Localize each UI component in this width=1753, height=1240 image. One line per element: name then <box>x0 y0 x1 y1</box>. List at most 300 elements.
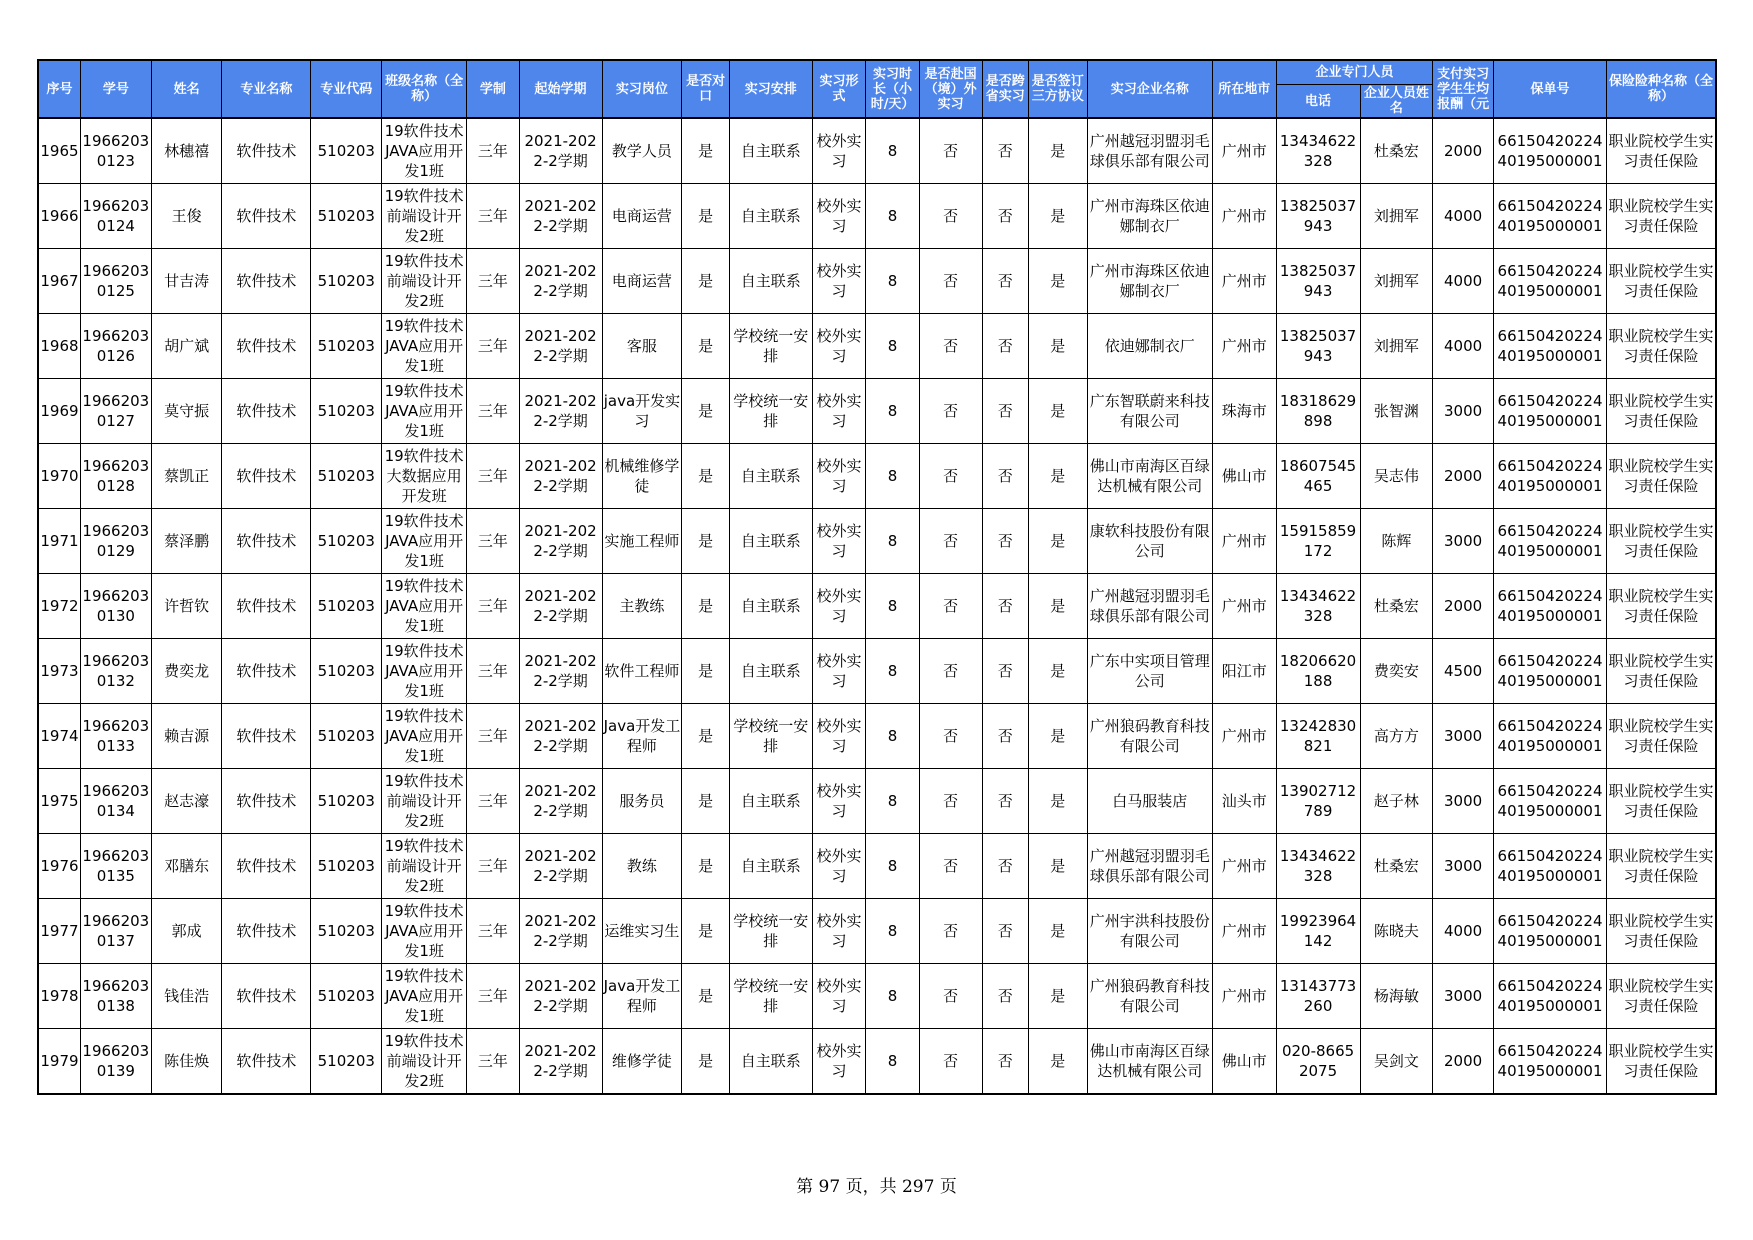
cell-policy-no: 6615042022440195000001 <box>1493 964 1606 1029</box>
cell-tripartite: 是 <box>1028 769 1087 834</box>
cell-arrangement: 自主联系 <box>729 118 812 184</box>
cell-insurance: 职业院校学生实习责任保险 <box>1607 314 1716 379</box>
cell-cross-province: 否 <box>982 639 1028 704</box>
cell-cross-province: 否 <box>982 899 1028 964</box>
cell-start-term: 2021-2022-2学期 <box>519 379 602 444</box>
cell-matched: 是 <box>682 769 730 834</box>
cell-hours: 8 <box>866 834 920 899</box>
cell-phone: 13434622328 <box>1276 834 1360 899</box>
cell-form: 校外实习 <box>812 1029 866 1095</box>
cell-pay: 3000 <box>1433 379 1494 444</box>
cell-student-id: 19662030133 <box>80 704 151 769</box>
cell-position: Java开发工程师 <box>602 964 682 1029</box>
cell-cross-province: 否 <box>982 964 1028 1029</box>
cell-pay: 4000 <box>1433 314 1494 379</box>
cell-cross-province: 否 <box>982 769 1028 834</box>
header-duration: 学制 <box>467 60 520 118</box>
cell-major-name: 软件技术 <box>222 1029 311 1095</box>
cell-class-name: 19软件技术前端设计开发2班 <box>382 1029 467 1095</box>
header-policy-no: 保单号 <box>1493 60 1606 118</box>
cell-hours: 8 <box>866 118 920 184</box>
cell-insurance: 职业院校学生实习责任保险 <box>1607 1029 1716 1095</box>
cell-policy-no: 6615042022440195000001 <box>1493 379 1606 444</box>
cell-policy-no: 6615042022440195000001 <box>1493 834 1606 899</box>
cell-major-code: 510203 <box>311 444 382 509</box>
cell-cross-province: 否 <box>982 249 1028 314</box>
table-row <box>38 249 1716 314</box>
cell-pay: 3000 <box>1433 834 1494 899</box>
table-row <box>38 379 1716 444</box>
internship-table <box>37 59 1717 1095</box>
cell-major-code: 510203 <box>311 834 382 899</box>
cell-tripartite: 是 <box>1028 704 1087 769</box>
cell-form: 校外实习 <box>812 639 866 704</box>
cell-student-id: 19662030138 <box>80 964 151 1029</box>
cell-city: 广州市 <box>1212 574 1276 639</box>
cell-arrangement: 自主联系 <box>729 509 812 574</box>
cell-form: 校外实习 <box>812 769 866 834</box>
cell-duration: 三年 <box>467 704 520 769</box>
cell-pay: 2000 <box>1433 574 1494 639</box>
cell-cross-province: 否 <box>982 834 1028 899</box>
cell-arrangement: 学校统一安排 <box>729 704 812 769</box>
cell-class-name: 19软件技术前端设计开发2班 <box>382 769 467 834</box>
cell-policy-no: 6615042022440195000001 <box>1493 769 1606 834</box>
header-cross-province: 是否跨省实习 <box>982 60 1028 118</box>
cell-matched: 是 <box>682 574 730 639</box>
cell-hours: 8 <box>866 509 920 574</box>
cell-insurance: 职业院校学生实习责任保险 <box>1607 379 1716 444</box>
cell-matched: 是 <box>682 964 730 1029</box>
cell-policy-no: 6615042022440195000001 <box>1493 314 1606 379</box>
header-hours: 实习时长（小时/天） <box>866 60 920 118</box>
cell-student-id: 19662030127 <box>80 379 151 444</box>
cell-cross-province: 否 <box>982 509 1028 574</box>
header-insurance: 保险险种名称（全称） <box>1607 60 1716 118</box>
cell-major-name: 软件技术 <box>222 834 311 899</box>
cell-matched: 是 <box>682 509 730 574</box>
cell-duration: 三年 <box>467 964 520 1029</box>
cell-seq: 1975 <box>38 769 80 834</box>
cell-seq: 1970 <box>38 444 80 509</box>
cell-seq: 1977 <box>38 899 80 964</box>
table-row <box>38 639 1716 704</box>
cell-phone: 13242830821 <box>1276 704 1360 769</box>
cell-company: 康软科技股份有限公司 <box>1087 509 1212 574</box>
cell-name: 王俊 <box>151 184 222 249</box>
cell-contact-name: 杜桑宏 <box>1360 118 1433 184</box>
header-class-name: 班级名称（全称） <box>382 60 467 118</box>
cell-class-name: 19软件技术前端设计开发2班 <box>382 834 467 899</box>
cell-policy-no: 6615042022440195000001 <box>1493 899 1606 964</box>
cell-hours: 8 <box>866 1029 920 1095</box>
header-tripartite: 是否签订三方协议 <box>1028 60 1087 118</box>
cell-contact-name: 刘拥军 <box>1360 314 1433 379</box>
cell-major-code: 510203 <box>311 704 382 769</box>
cell-abroad: 否 <box>919 184 982 249</box>
cell-city: 广州市 <box>1212 249 1276 314</box>
cell-policy-no: 6615042022440195000001 <box>1493 639 1606 704</box>
cell-major-code: 510203 <box>311 249 382 314</box>
cell-major-code: 510203 <box>311 769 382 834</box>
cell-arrangement: 自主联系 <box>729 834 812 899</box>
cell-position: 客服 <box>602 314 682 379</box>
cell-student-id: 19662030139 <box>80 1029 151 1095</box>
cell-tripartite: 是 <box>1028 444 1087 509</box>
cell-matched: 是 <box>682 249 730 314</box>
cell-pay: 2000 <box>1433 118 1494 184</box>
cell-insurance: 职业院校学生实习责任保险 <box>1607 509 1716 574</box>
cell-city: 广州市 <box>1212 118 1276 184</box>
cell-name: 许哲钦 <box>151 574 222 639</box>
cell-tripartite: 是 <box>1028 964 1087 1029</box>
cell-hours: 8 <box>866 574 920 639</box>
cell-tripartite: 是 <box>1028 184 1087 249</box>
cell-abroad: 否 <box>919 249 982 314</box>
cell-start-term: 2021-2022-2学期 <box>519 704 602 769</box>
cell-class-name: 19软件技术JAVA应用开发1班 <box>382 379 467 444</box>
cell-start-term: 2021-2022-2学期 <box>519 834 602 899</box>
cell-hours: 8 <box>866 769 920 834</box>
cell-policy-no: 6615042022440195000001 <box>1493 704 1606 769</box>
cell-company: 佛山市南海区百绿达机械有限公司 <box>1087 1029 1212 1095</box>
cell-insurance: 职业院校学生实习责任保险 <box>1607 964 1716 1029</box>
cell-duration: 三年 <box>467 444 520 509</box>
cell-tripartite: 是 <box>1028 118 1087 184</box>
cell-pay: 2000 <box>1433 1029 1494 1095</box>
cell-class-name: 19软件技术JAVA应用开发1班 <box>382 899 467 964</box>
cell-abroad: 否 <box>919 834 982 899</box>
cell-major-name: 软件技术 <box>222 379 311 444</box>
cell-duration: 三年 <box>467 249 520 314</box>
cell-duration: 三年 <box>467 834 520 899</box>
cell-arrangement: 自主联系 <box>729 574 812 639</box>
cell-city: 广州市 <box>1212 509 1276 574</box>
cell-city: 佛山市 <box>1212 444 1276 509</box>
cell-position: 机械维修学徒 <box>602 444 682 509</box>
cell-cross-province: 否 <box>982 118 1028 184</box>
cell-insurance: 职业院校学生实习责任保险 <box>1607 899 1716 964</box>
cell-phone: 15915859172 <box>1276 509 1360 574</box>
cell-duration: 三年 <box>467 118 520 184</box>
cell-insurance: 职业院校学生实习责任保险 <box>1607 704 1716 769</box>
cell-position: 教练 <box>602 834 682 899</box>
header-contact-group: 企业专门人员 <box>1276 60 1433 85</box>
cell-insurance: 职业院校学生实习责任保险 <box>1607 769 1716 834</box>
cell-seq: 1968 <box>38 314 80 379</box>
table-row <box>38 314 1716 379</box>
cell-hours: 8 <box>866 704 920 769</box>
cell-city: 广州市 <box>1212 704 1276 769</box>
cell-matched: 是 <box>682 444 730 509</box>
table-body <box>38 118 1716 1094</box>
cell-duration: 三年 <box>467 899 520 964</box>
cell-city: 广州市 <box>1212 314 1276 379</box>
cell-class-name: 19软件技术JAVA应用开发1班 <box>382 704 467 769</box>
cell-contact-name: 杨海敏 <box>1360 964 1433 1029</box>
cell-duration: 三年 <box>467 769 520 834</box>
header-form: 实习形式 <box>812 60 866 118</box>
cell-seq: 1974 <box>38 704 80 769</box>
cell-hours: 8 <box>866 314 920 379</box>
cell-abroad: 否 <box>919 639 982 704</box>
cell-abroad: 否 <box>919 1029 982 1095</box>
cell-seq: 1965 <box>38 118 80 184</box>
table-row <box>38 769 1716 834</box>
cell-name: 郭成 <box>151 899 222 964</box>
cell-major-name: 软件技术 <box>222 769 311 834</box>
cell-pay: 4000 <box>1433 184 1494 249</box>
cell-name: 胡广斌 <box>151 314 222 379</box>
cell-pay: 3000 <box>1433 704 1494 769</box>
cell-city: 广州市 <box>1212 834 1276 899</box>
cell-seq: 1973 <box>38 639 80 704</box>
cell-policy-no: 6615042022440195000001 <box>1493 184 1606 249</box>
cell-matched: 是 <box>682 314 730 379</box>
cell-major-code: 510203 <box>311 118 382 184</box>
cell-class-name: 19软件技术前端设计开发2班 <box>382 249 467 314</box>
cell-major-name: 软件技术 <box>222 444 311 509</box>
cell-matched: 是 <box>682 184 730 249</box>
cell-phone: 13825037943 <box>1276 314 1360 379</box>
cell-tripartite: 是 <box>1028 574 1087 639</box>
cell-hours: 8 <box>866 249 920 314</box>
cell-cross-province: 否 <box>982 314 1028 379</box>
cell-name: 蔡泽鹏 <box>151 509 222 574</box>
cell-position: 软件工程师 <box>602 639 682 704</box>
cell-form: 校外实习 <box>812 444 866 509</box>
header-major-code: 专业代码 <box>311 60 382 118</box>
cell-insurance: 职业院校学生实习责任保险 <box>1607 639 1716 704</box>
cell-pay: 3000 <box>1433 769 1494 834</box>
cell-abroad: 否 <box>919 574 982 639</box>
cell-class-name: 19软件技术JAVA应用开发1班 <box>382 639 467 704</box>
header-student-id: 学号 <box>80 60 151 118</box>
cell-duration: 三年 <box>467 379 520 444</box>
cell-seq: 1969 <box>38 379 80 444</box>
cell-name: 甘吉涛 <box>151 249 222 314</box>
header-phone: 电话 <box>1276 85 1360 119</box>
cell-policy-no: 6615042022440195000001 <box>1493 509 1606 574</box>
cell-major-code: 510203 <box>311 509 382 574</box>
cell-insurance: 职业院校学生实习责任保险 <box>1607 834 1716 899</box>
cell-start-term: 2021-2022-2学期 <box>519 509 602 574</box>
cell-insurance: 职业院校学生实习责任保险 <box>1607 444 1716 509</box>
cell-form: 校外实习 <box>812 964 866 1029</box>
header-matched: 是否对口 <box>682 60 730 118</box>
cell-policy-no: 6615042022440195000001 <box>1493 1029 1606 1095</box>
cell-student-id: 19662030125 <box>80 249 151 314</box>
cell-major-code: 510203 <box>311 639 382 704</box>
cell-cross-province: 否 <box>982 379 1028 444</box>
cell-major-name: 软件技术 <box>222 574 311 639</box>
cell-seq: 1972 <box>38 574 80 639</box>
cell-tripartite: 是 <box>1028 834 1087 899</box>
cell-pay: 2000 <box>1433 444 1494 509</box>
cell-start-term: 2021-2022-2学期 <box>519 769 602 834</box>
cell-city: 阳江市 <box>1212 639 1276 704</box>
header-name: 姓名 <box>151 60 222 118</box>
cell-form: 校外实习 <box>812 314 866 379</box>
cell-student-id: 19662030137 <box>80 899 151 964</box>
cell-start-term: 2021-2022-2学期 <box>519 249 602 314</box>
cell-name: 莫守振 <box>151 379 222 444</box>
cell-class-name: 19软件技术JAVA应用开发1班 <box>382 118 467 184</box>
cell-phone: 13825037943 <box>1276 184 1360 249</box>
cell-form: 校外实习 <box>812 834 866 899</box>
cell-position: 电商运营 <box>602 184 682 249</box>
cell-major-name: 软件技术 <box>222 704 311 769</box>
cell-duration: 三年 <box>467 509 520 574</box>
cell-tripartite: 是 <box>1028 314 1087 379</box>
cell-abroad: 否 <box>919 704 982 769</box>
cell-tripartite: 是 <box>1028 249 1087 314</box>
cell-major-code: 510203 <box>311 574 382 639</box>
table-row <box>38 964 1716 1029</box>
cell-position: java开发实习 <box>602 379 682 444</box>
cell-seq: 1978 <box>38 964 80 1029</box>
cell-insurance: 职业院校学生实习责任保险 <box>1607 249 1716 314</box>
cell-major-name: 软件技术 <box>222 249 311 314</box>
cell-student-id: 19662030130 <box>80 574 151 639</box>
cell-cross-province: 否 <box>982 574 1028 639</box>
cell-hours: 8 <box>866 379 920 444</box>
cell-arrangement: 自主联系 <box>729 639 812 704</box>
cell-phone: 18206620188 <box>1276 639 1360 704</box>
cell-pay: 3000 <box>1433 964 1494 1029</box>
cell-arrangement: 自主联系 <box>729 444 812 509</box>
cell-hours: 8 <box>866 444 920 509</box>
cell-matched: 是 <box>682 379 730 444</box>
header-pay: 支付实习学生生均报酬（元 <box>1433 60 1494 118</box>
cell-arrangement: 自主联系 <box>729 249 812 314</box>
cell-phone: 19923964142 <box>1276 899 1360 964</box>
cell-class-name: 19软件技术JAVA应用开发1班 <box>382 574 467 639</box>
cell-name: 蔡凯正 <box>151 444 222 509</box>
cell-start-term: 2021-2022-2学期 <box>519 444 602 509</box>
cell-tripartite: 是 <box>1028 1029 1087 1095</box>
cell-student-id: 19662030124 <box>80 184 151 249</box>
cell-arrangement: 自主联系 <box>729 769 812 834</box>
cell-class-name: 19软件技术大数据应用开发班 <box>382 444 467 509</box>
cell-cross-province: 否 <box>982 704 1028 769</box>
cell-city: 广州市 <box>1212 184 1276 249</box>
cell-company: 广州市海珠区依迪娜制衣厂 <box>1087 184 1212 249</box>
cell-phone: 020-86652075 <box>1276 1029 1360 1095</box>
cell-arrangement: 自主联系 <box>729 184 812 249</box>
cell-form: 校外实习 <box>812 509 866 574</box>
cell-company: 广州越冠羽盟羽毛球俱乐部有限公司 <box>1087 574 1212 639</box>
cell-position: 实施工程师 <box>602 509 682 574</box>
cell-form: 校外实习 <box>812 249 866 314</box>
cell-start-term: 2021-2022-2学期 <box>519 639 602 704</box>
cell-arrangement: 学校统一安排 <box>729 379 812 444</box>
cell-seq: 1976 <box>38 834 80 899</box>
cell-seq: 1971 <box>38 509 80 574</box>
cell-cross-province: 否 <box>982 184 1028 249</box>
cell-policy-no: 6615042022440195000001 <box>1493 118 1606 184</box>
header-company: 实习企业名称 <box>1087 60 1212 118</box>
cell-student-id: 19662030128 <box>80 444 151 509</box>
cell-form: 校外实习 <box>812 184 866 249</box>
cell-position: 运维实习生 <box>602 899 682 964</box>
cell-start-term: 2021-2022-2学期 <box>519 899 602 964</box>
cell-major-name: 软件技术 <box>222 184 311 249</box>
cell-phone: 13902712789 <box>1276 769 1360 834</box>
cell-phone: 18318629898 <box>1276 379 1360 444</box>
cell-position: 教学人员 <box>602 118 682 184</box>
cell-company: 广州宇洪科技股份有限公司 <box>1087 899 1212 964</box>
cell-contact-name: 张智渊 <box>1360 379 1433 444</box>
cell-major-name: 软件技术 <box>222 118 311 184</box>
cell-major-code: 510203 <box>311 184 382 249</box>
cell-tripartite: 是 <box>1028 379 1087 444</box>
cell-position: 电商运营 <box>602 249 682 314</box>
cell-company: 依迪娜制衣厂 <box>1087 314 1212 379</box>
cell-abroad: 否 <box>919 379 982 444</box>
cell-start-term: 2021-2022-2学期 <box>519 314 602 379</box>
cell-arrangement: 学校统一安排 <box>729 314 812 379</box>
cell-insurance: 职业院校学生实习责任保险 <box>1607 118 1716 184</box>
cell-name: 钱佳浩 <box>151 964 222 1029</box>
cell-duration: 三年 <box>467 574 520 639</box>
cell-phone: 13434622328 <box>1276 118 1360 184</box>
header-city: 所在地市 <box>1212 60 1276 118</box>
cell-position: 主教练 <box>602 574 682 639</box>
cell-seq: 1979 <box>38 1029 80 1095</box>
cell-contact-name: 赵子林 <box>1360 769 1433 834</box>
cell-name: 邓膳东 <box>151 834 222 899</box>
cell-hours: 8 <box>866 639 920 704</box>
cell-class-name: 19软件技术JAVA应用开发1班 <box>382 314 467 379</box>
cell-position: 维修学徒 <box>602 1029 682 1095</box>
header-start-term: 起始学期 <box>519 60 602 118</box>
cell-city: 汕头市 <box>1212 769 1276 834</box>
cell-city: 佛山市 <box>1212 1029 1276 1095</box>
cell-hours: 8 <box>866 899 920 964</box>
header-abroad: 是否赴国（境）外实习 <box>919 60 982 118</box>
cell-class-name: 19软件技术JAVA应用开发1班 <box>382 509 467 574</box>
cell-student-id: 19662030126 <box>80 314 151 379</box>
cell-student-id: 19662030134 <box>80 769 151 834</box>
cell-insurance: 职业院校学生实习责任保险 <box>1607 184 1716 249</box>
cell-contact-name: 刘拥军 <box>1360 249 1433 314</box>
header-contact-name: 企业人员姓名 <box>1360 85 1433 119</box>
cell-insurance: 职业院校学生实习责任保险 <box>1607 574 1716 639</box>
cell-major-name: 软件技术 <box>222 314 311 379</box>
cell-company: 广州狼码教育科技有限公司 <box>1087 964 1212 1029</box>
header-arrangement: 实习安排 <box>729 60 812 118</box>
cell-duration: 三年 <box>467 1029 520 1095</box>
cell-name: 赖吉源 <box>151 704 222 769</box>
cell-tripartite: 是 <box>1028 639 1087 704</box>
cell-name: 陈佳焕 <box>151 1029 222 1095</box>
cell-contact-name: 刘拥军 <box>1360 184 1433 249</box>
table-row <box>38 444 1716 509</box>
cell-hours: 8 <box>866 184 920 249</box>
cell-position: Java开发工程师 <box>602 704 682 769</box>
cell-abroad: 否 <box>919 118 982 184</box>
header-major-name: 专业名称 <box>222 60 311 118</box>
cell-arrangement: 学校统一安排 <box>729 964 812 1029</box>
cell-city: 广州市 <box>1212 899 1276 964</box>
cell-matched: 是 <box>682 118 730 184</box>
table-row <box>38 184 1716 249</box>
cell-company: 白马服装店 <box>1087 769 1212 834</box>
cell-matched: 是 <box>682 834 730 899</box>
cell-abroad: 否 <box>919 509 982 574</box>
table-row <box>38 834 1716 899</box>
